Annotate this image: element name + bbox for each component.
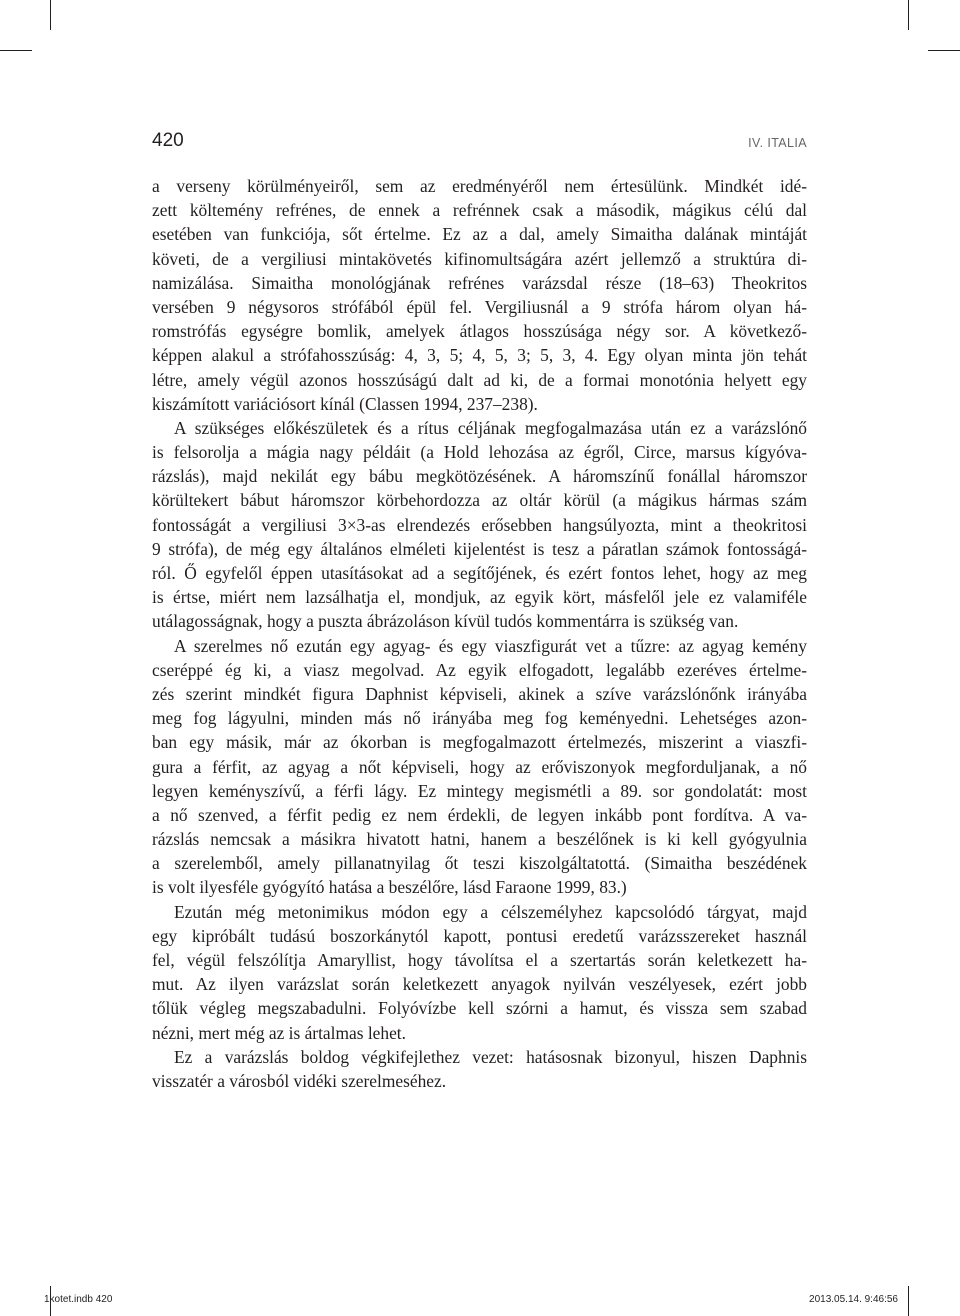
body-text	[152, 174, 807, 1093]
running-head: IV. ITALIA	[748, 136, 807, 150]
text-line: utálagosságnak, hogy a puszta ábrázoláson kívül tudós kommentárra is szükség van.	[152, 611, 739, 632]
crop-mark-left-top	[0, 50, 32, 51]
text-line: létre, amely végül azonos hosszúságú dalt ad ki, de a formai monotónia helyett egy	[152, 369, 807, 390]
page-header	[152, 130, 807, 160]
text-line: is értse, miért nem lazsálhatja el, mondjuk, az egyik kört, másfelől jele ez valamiféle	[152, 587, 807, 608]
footer-timestamp: 2013.05.14. 9:46:56	[809, 1294, 898, 1305]
text-line: namizálása. Simaitha monológjának refrénes varázsdal része (18–63) Theokritos	[152, 272, 807, 293]
footer-file-label: 1kotet.indb 420	[44, 1294, 113, 1305]
text-line: meg fog lágyulni, minden más nő irányába meg fog keményedni. Lehetséges azon-	[152, 708, 807, 729]
text-line: körültekert bábut háromszor körbehordozza az oltár körül (a mágikus hármas szám	[152, 490, 807, 511]
text-line: Ezután még metonimikus módon egy a célszemélyhez kapcsolódó tárgyat, majd	[174, 901, 807, 922]
text-line: esetében van funkciója, sőt értelme. Ez az a dal, amely Simaitha dalának mintáját	[152, 224, 807, 245]
text-line: ról. Ő egyfelől éppen utasításokat ad a segítőjének, és ezért fontos lehet, hogy az meg	[152, 563, 807, 583]
text-line: képpen alakul a strófahosszúság: 4, 3, 5; 4, 5, 3; 5, 3, 4. Egy olyan minta jön tehát	[152, 345, 807, 366]
text-line: zés szerint mindkét figura Daphnist képviseli, akinek a szíve varázslónőnk irányába	[152, 683, 807, 704]
text-line: is volt ilyesféle gyógyító hatása a beszélőre, lásd Faraone 1999, 83.)	[152, 877, 627, 898]
text-line: kiszámított variációsort kínál (Classen 1994, 237–238).	[152, 393, 538, 414]
text-line: rázslás nemcsak a másikra hivatott hatni, hanem a beszélőnek is ki kell gyógyulnia	[152, 829, 807, 850]
text-line: Ez a varázslás boldog végkifejlethez vezet: hatásosnak bizonyul, hiszen Daphnis	[174, 1046, 807, 1067]
text-line: A szükséges előkészületek és a rítus céljának megfogalmazása után ez a varázslónő	[174, 417, 807, 438]
text-line: cseréppé ég ki, a viasz megolvad. Az egyik elfogadott, legalább ezeréves értelme-	[152, 659, 807, 680]
text-line: A szerelmes nő ezután egy agyag- és egy viaszfigurát vet a tűzre: az agyag kemény	[174, 635, 807, 656]
text-line: legyen keményszívű, a férfi lágy. Ez mintegy megismétli a 89. sor gondolatát: most	[152, 780, 807, 801]
text-line: is felsorolja a mágia nagy példáit (a Hold lehozása az égről, Circe, marsus kígyóva-	[152, 442, 807, 463]
text-line: gura a férfit, az agyag a nőt képviseli, hogy az erőviszonyok megforduljanak, a nő	[152, 756, 807, 777]
crop-mark-bottom-right	[908, 1286, 909, 1316]
text-line: fel, végül felszólítja Amaryllist, hogy távolítsa el a szertartás során keletkezett ha-	[152, 950, 807, 970]
text-line: zett költemény refrénes, de ennek a refrénnek csak a második, mágikus célú dal	[152, 200, 807, 221]
text-line: versében 9 négysoros strófából épül fel. Vergiliusnál a 9 strófa három olyan há-	[152, 296, 807, 317]
crop-mark-top-left	[50, 0, 51, 30]
text-line: ban egy másik, már az ókorban is megfogalmazott értelmezés, miszerint a viaszfi-	[152, 732, 807, 753]
text-line: nézni, mert még az is ártalmas lehet.	[152, 1022, 406, 1043]
text-line: mut. Az ilyen varázslat során keletkezett anyagok nyilván veszélyesek, ezért jobb	[152, 974, 807, 995]
text-line: tőlük végleg megszabadulni. Folyóvízbe kell szórni a hamut, és vissza sem szabad	[152, 998, 807, 1019]
text-line: a verseny körülményeiről, sem az eredményéről nem értesülünk. Mindkét idé-	[152, 176, 807, 196]
text-line: fontosságát a vergiliusi 3×3-as elrendezés erősebben hangsúlyozta, mint a theokritosi	[152, 514, 807, 535]
page-number: 420	[152, 130, 184, 151]
text-line: romstrófás egységre bomlik, amelyek átlagos hosszúsága négy sor. A következő-	[152, 321, 807, 342]
text-line: rázslás), majd nekilát egy bábu megkötözésének. A háromszínű fonállal háromszor	[152, 466, 807, 487]
text-line: visszatér a városból vidéki szerelmeséhez.	[152, 1070, 447, 1091]
text-line: a nő szenved, a férfit pedig ez nem érdekli, de legyen inkább pont fordítva. A va-	[152, 804, 807, 825]
text-line: egy kipróbált tudású boszorkánytól kapott, pontusi eredetű varázsszereket használ	[152, 925, 807, 946]
text-line: 9 strófa), de még egy általános elméleti kijelentést is tesz a páratlan számok fontosságá-	[152, 538, 807, 559]
text-line: a szerelemből, amely pillanatnyilag őt teszi kiszolgáltatottá. (Simaitha beszédének	[152, 853, 807, 874]
text-line: követi, de a vergiliusi mintakövetés kifinomultságára azért jellemző a struktúra di-	[152, 248, 807, 269]
crop-mark-right-top	[928, 50, 960, 51]
crop-mark-top-right	[908, 0, 909, 30]
